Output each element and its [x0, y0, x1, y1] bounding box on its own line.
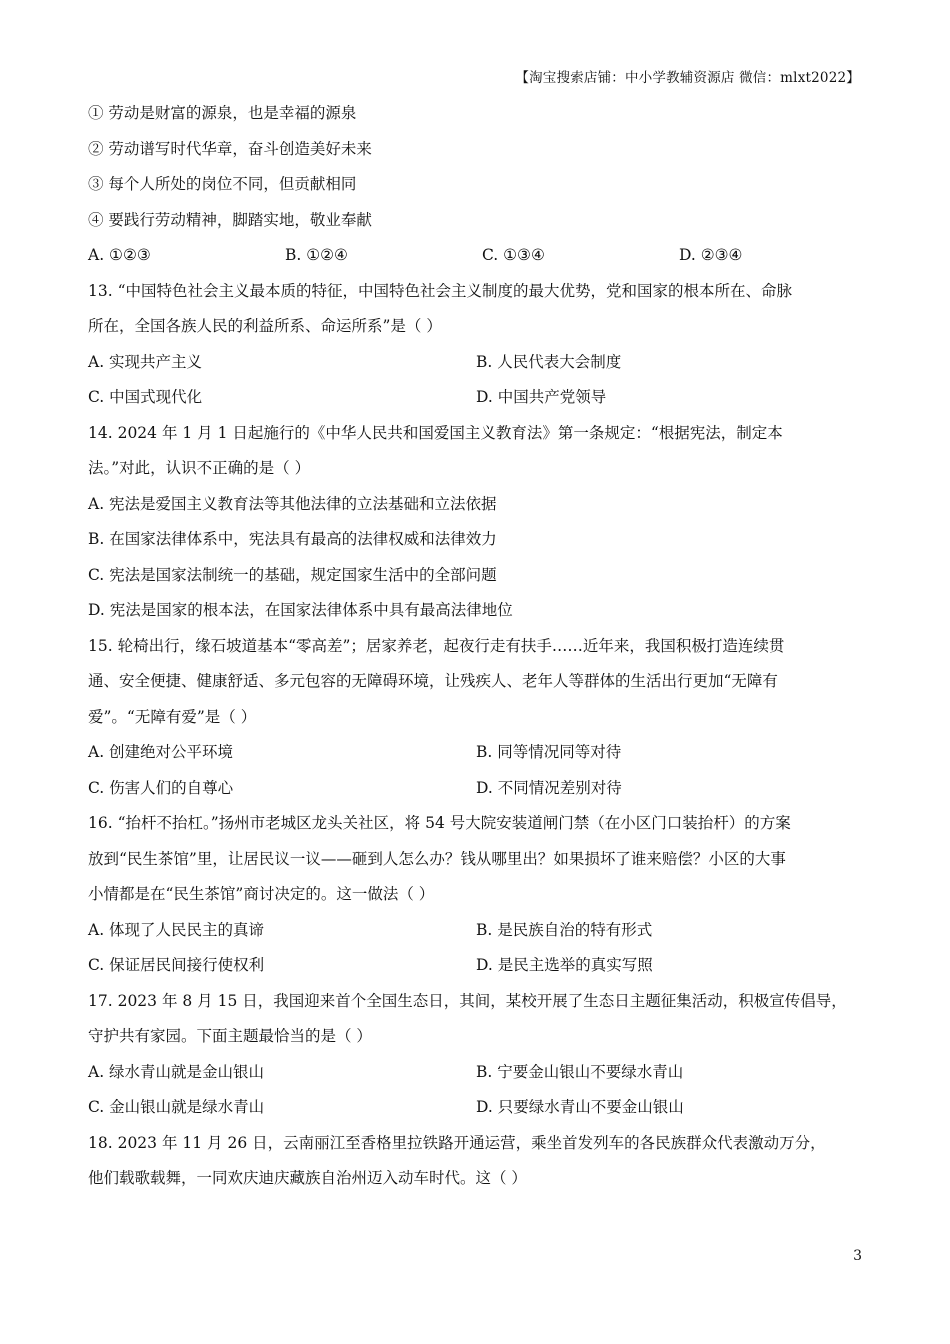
option-c: C. 保证居民间接行使权利	[88, 956, 265, 974]
option-a: A. 创建绝对公平环境	[88, 743, 234, 761]
question-stem: 13. “中国特色社会主义最本质的特征，中国特色社会主义制度的最大优势，党和国家的根本所在、命脉	[88, 281, 793, 300]
option-d: D. 是民主选举的真实写照	[476, 956, 653, 974]
question-stem: 法。”对此，认识不正确的是（ ）	[88, 459, 311, 477]
option-c: C. 金山银山就是绿水青山	[88, 1098, 265, 1116]
list-item: ② 劳动谱写时代华章，奋斗创造美好未来	[88, 139, 372, 158]
question-stem: 爱”。“无障有爱”是（ ）	[88, 707, 257, 726]
question-15	[88, 633, 878, 811]
question-stem: 16. “抬杆不抬杠。”扬州市老城区龙头关社区，将 54 号大院安装道闸门禁（在小区门口装抬杆）的方案	[88, 814, 791, 832]
question-stem: 17. 2023 年 8 月 15 日，我国迎来首个全国生态日，其间，某校开展了生态日主题征集活动，积极宣传倡导，	[88, 991, 847, 1010]
question-stem: 他们载歌载舞，一同欢庆迪庆藏族自治州迈入动车时代。这（ ）	[88, 1169, 527, 1187]
option-a: A. 体现了人民民主的真谛	[88, 920, 265, 939]
option-c: C. ①③④	[482, 246, 545, 264]
page-content	[88, 100, 878, 1201]
question-stem: 14. 2024 年 1 月 1 日起施行的《中华人民共和国爱国主义教育法》第一条规定：“根据宪法，制定本	[88, 423, 783, 442]
option-c: C. 中国式现代化	[88, 388, 203, 406]
question-stem: 小情都是在“民生茶馆”商讨决定的。这一做法（ ）	[88, 885, 435, 903]
option-c: C. 宪法是国家法制统一的基础，规定国家生活中的全部问题	[88, 565, 497, 584]
option-a: A. ①②③	[88, 246, 151, 264]
options-row	[88, 1094, 878, 1130]
question-stem: 15. 轮椅出行，缘石坡道基本“零高差”；居家养老，起夜行走有扶手……近年来，我国积极打造连续贯	[88, 636, 785, 655]
options-row	[88, 739, 878, 775]
option-b: B. 人民代表大会制度	[476, 352, 622, 371]
list-item: ① 劳动是财富的源泉，也是幸福的源泉	[88, 104, 357, 122]
question-stem: 所在，全国各族人民的利益所系、命运所系”是（ ）	[88, 317, 442, 335]
option-d: D. 只要绿水青山不要金山银山	[476, 1098, 684, 1116]
options-row	[88, 775, 878, 811]
question-stem: 守护共有家园。下面主题最恰当的是（ ）	[88, 1027, 372, 1045]
option-a: A. 宪法是爱国主义教育法等其他法律的立法基础和立法依据	[88, 494, 497, 513]
question-17	[88, 988, 878, 1130]
page-header: 【淘宝搜索店铺：中小学教辅资源店 微信：mlxt2022】	[515, 70, 860, 86]
option-d: D. 中国共产党领导	[476, 388, 607, 406]
option-b: B. 是民族自治的特有形式	[476, 920, 653, 939]
options-row	[88, 917, 878, 953]
options-row	[88, 1059, 878, 1095]
options-row	[88, 384, 878, 420]
option-a: A. 实现共产主义	[88, 352, 203, 371]
option-a: A. 绿水青山就是金山银山	[88, 1062, 265, 1081]
prev-question-options	[88, 242, 878, 278]
question-stem: 放到“民生茶馆”里，让居民议一议——砸到人怎么办？钱从哪里出？如果损坏了谁来赔偿？小区的大事	[88, 849, 786, 868]
option-b: B. ①②④	[285, 246, 348, 264]
list-item: ③ 每个人所处的岗位不同，但贡献相同	[88, 175, 357, 193]
options-row	[88, 952, 878, 988]
option-d: D. ②③④	[679, 246, 743, 264]
prev-question-items	[88, 100, 878, 242]
question-stem: 18. 2023 年 11 月 26 日，云南丽江至香格里拉铁路开通运营，乘坐首发列车的各民族群众代表激动万分，	[88, 1133, 826, 1152]
page-number: 3	[853, 1248, 862, 1264]
question-14	[88, 420, 878, 633]
question-16	[88, 810, 878, 988]
question-13	[88, 278, 878, 420]
option-b: B. 宁要金山银山不要绿水青山	[476, 1062, 684, 1081]
option-c: C. 伤害人们的自尊心	[88, 778, 234, 797]
list-item: ④ 要践行劳动精神，脚踏实地，敬业奉献	[88, 210, 372, 229]
question-18	[88, 1130, 878, 1201]
option-b: B. 同等情况同等对待	[476, 743, 622, 761]
option-d: D. 宪法是国家的根本法，在国家法律体系中具有最高法律地位	[88, 601, 513, 619]
question-stem: 通、安全便捷、健康舒适、多元包容的无障碍环境，让残疾人、老年人等群体的生活出行更加“无障有	[88, 672, 778, 690]
option-b: B. 在国家法律体系中，宪法具有最高的法律权威和法律效力	[88, 530, 497, 548]
option-d: D. 不同情况差别对待	[476, 778, 622, 797]
options-row	[88, 349, 878, 385]
